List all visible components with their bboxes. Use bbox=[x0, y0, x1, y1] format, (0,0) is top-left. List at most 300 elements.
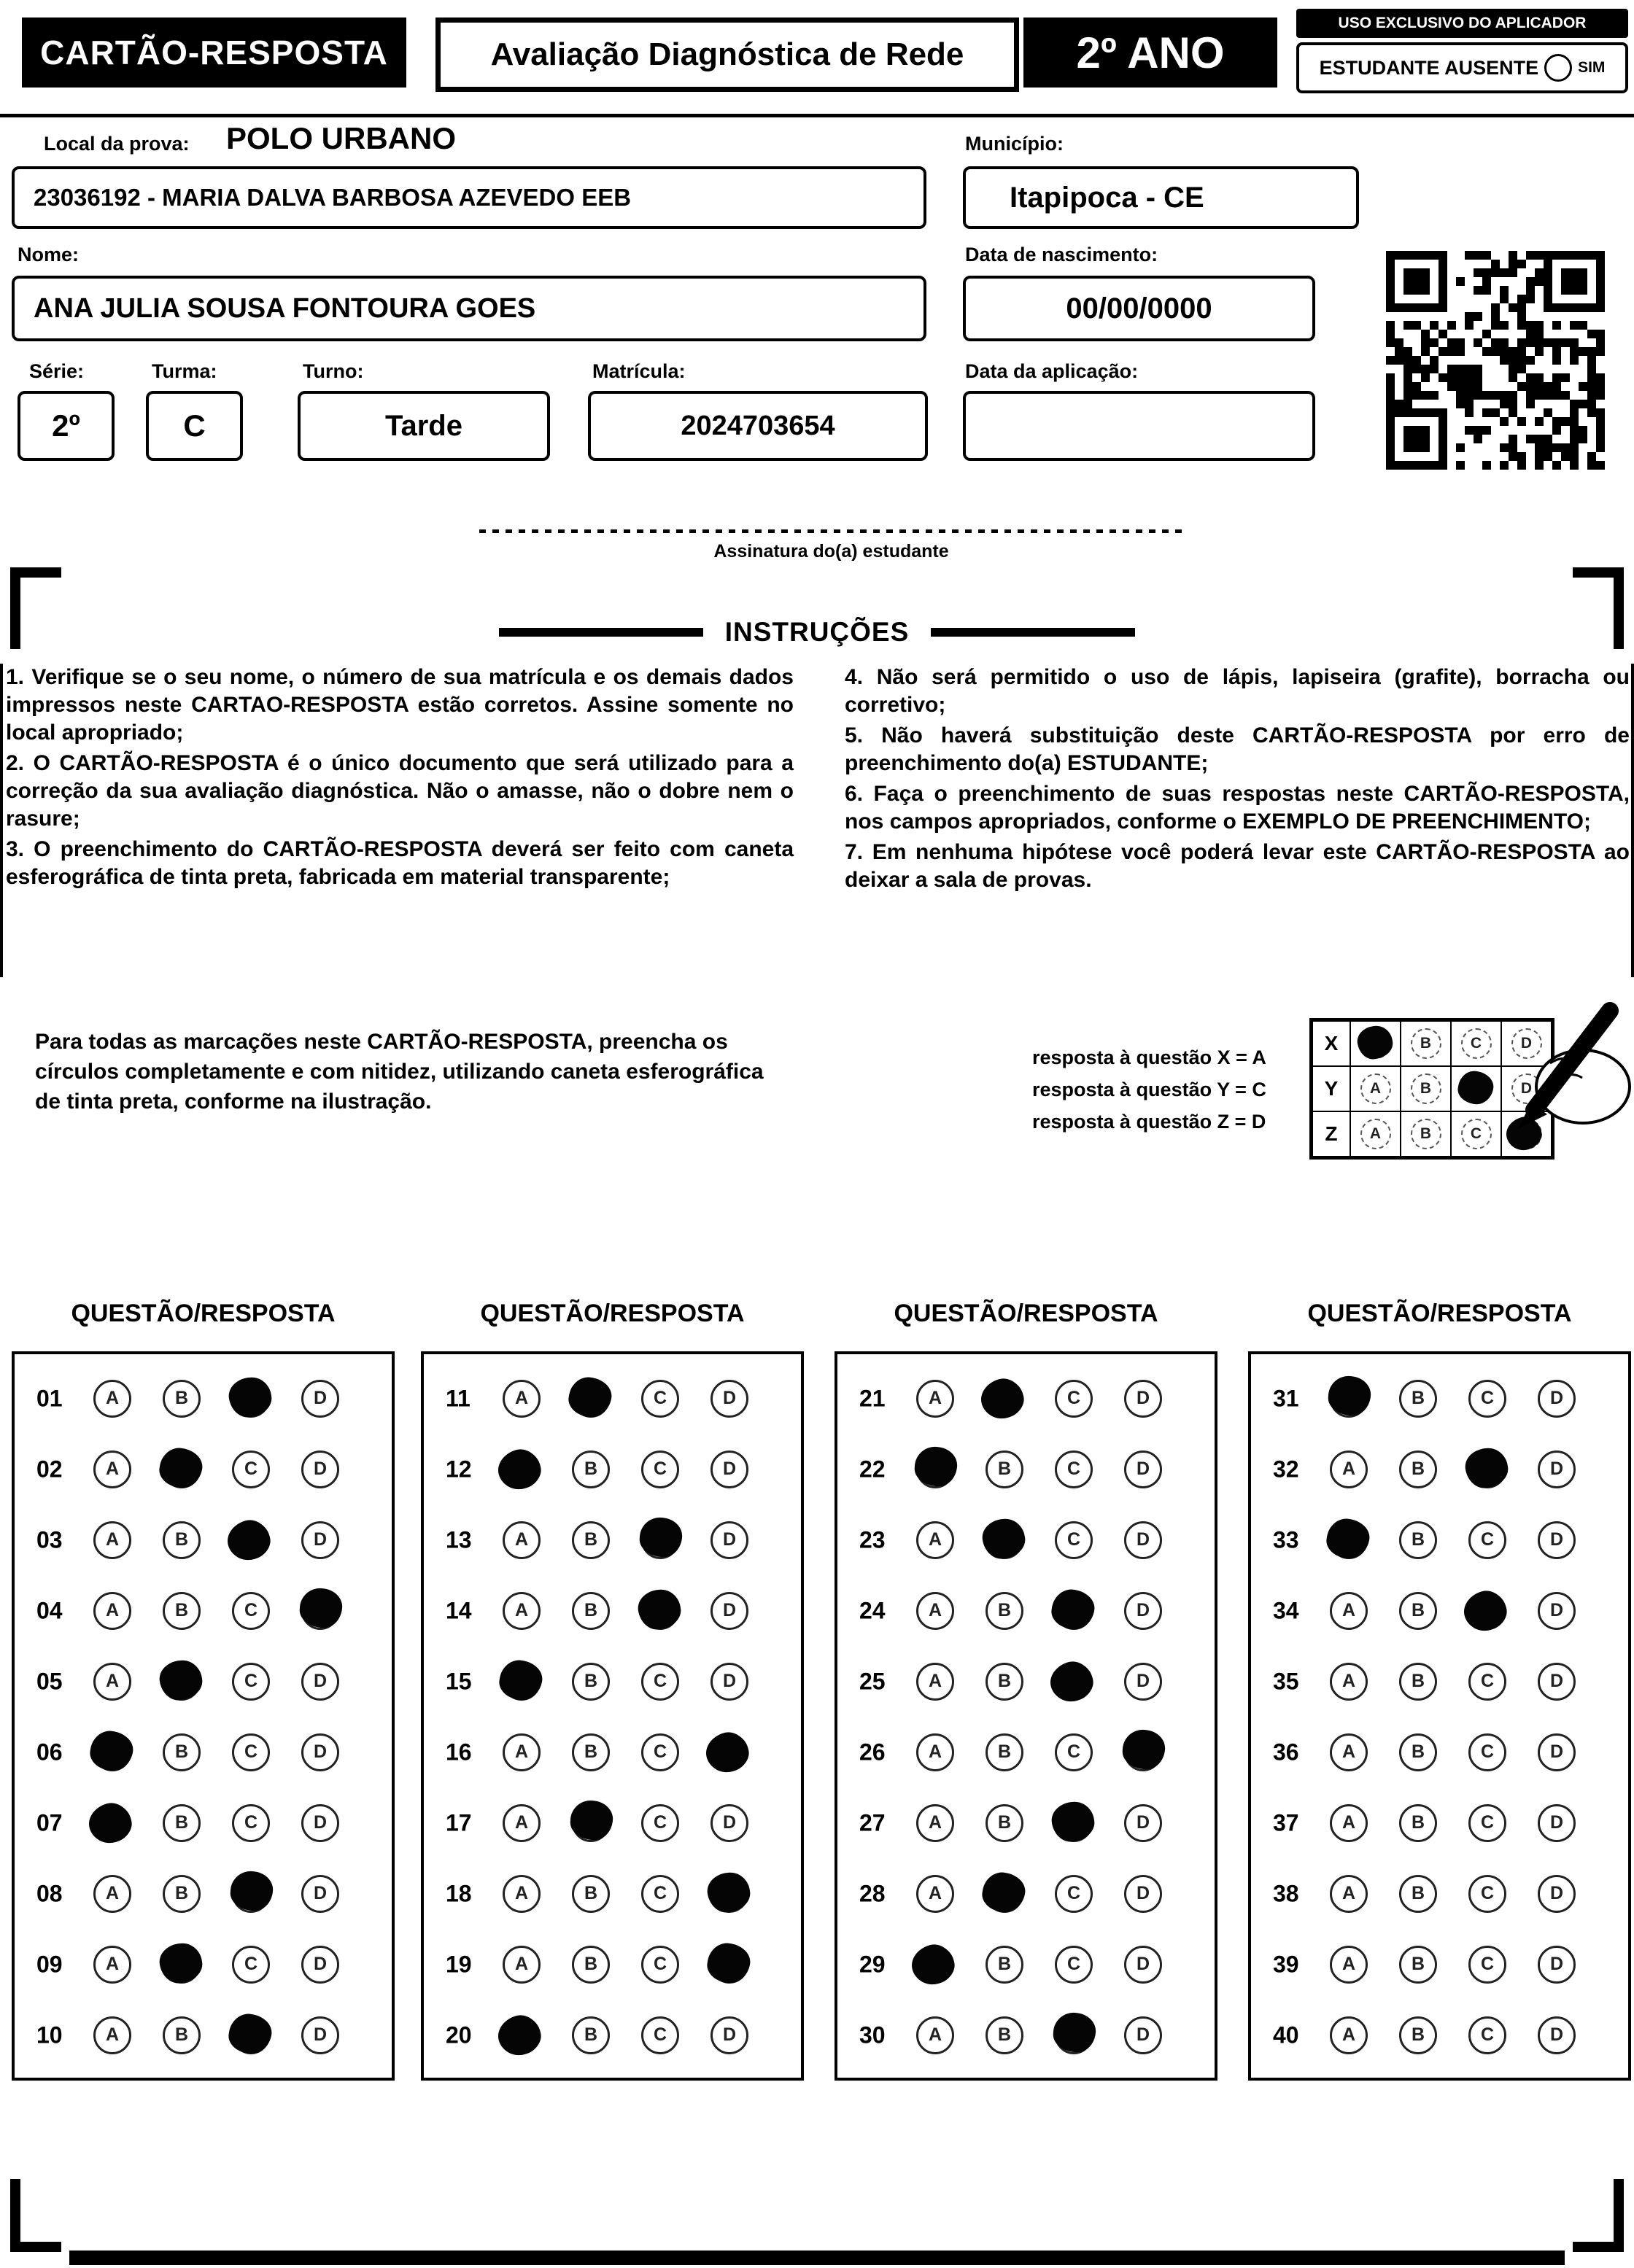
answer-bubble-18-A[interactable] bbox=[503, 1875, 541, 1913]
answer-bubble-13-D[interactable] bbox=[710, 1521, 748, 1559]
answer-bubble-31-D[interactable] bbox=[1538, 1380, 1576, 1418]
answer-bubble-32-A[interactable] bbox=[1330, 1450, 1368, 1488]
answer-bubble-08-D[interactable] bbox=[301, 1875, 339, 1913]
filled-mark bbox=[913, 1445, 959, 1488]
answer-bubble-05-B[interactable] bbox=[163, 1663, 201, 1701]
answer-bubble-24-C[interactable] bbox=[1055, 1592, 1093, 1630]
answer-bubble-13-B[interactable] bbox=[572, 1521, 610, 1559]
question-number: 35 bbox=[1273, 1668, 1299, 1694]
student-absent-box bbox=[1296, 42, 1628, 93]
local-label: Local da prova: bbox=[44, 133, 190, 155]
bubble-letter: D bbox=[1520, 1035, 1533, 1052]
bubble-letter: A bbox=[1341, 2024, 1356, 2045]
bubble-letter: D bbox=[1549, 1671, 1564, 1691]
bubble-letter: D bbox=[1136, 1883, 1150, 1903]
answer-bubble-23-C[interactable] bbox=[1055, 1521, 1093, 1559]
answer-bubble-08-C[interactable] bbox=[232, 1875, 270, 1913]
question-number: 14 bbox=[446, 1597, 472, 1623]
answer-bubble-37-A[interactable] bbox=[1330, 1804, 1368, 1842]
bubble-letter: D bbox=[313, 1671, 328, 1691]
answer-bubble-37-C[interactable] bbox=[1468, 1804, 1506, 1842]
bubble-letter: A bbox=[928, 1671, 942, 1691]
question-number: 36 bbox=[1273, 1739, 1299, 1765]
answer-bubble-17-B[interactable] bbox=[572, 1804, 610, 1842]
answer-bubble-11-A[interactable] bbox=[503, 1380, 541, 1418]
answer-bubble-01-A[interactable] bbox=[93, 1380, 131, 1418]
bubble-letter: B bbox=[584, 1600, 598, 1620]
answer-column-4 bbox=[1248, 1351, 1631, 2081]
qr-code bbox=[1386, 251, 1605, 470]
question-row-32 bbox=[1251, 1434, 1628, 1504]
question-row-27 bbox=[837, 1787, 1215, 1858]
filled-mark bbox=[1052, 2011, 1097, 2054]
filled-mark bbox=[1046, 1657, 1098, 1706]
bubble-letter: C bbox=[653, 1741, 667, 1762]
bubble-letter: A bbox=[514, 1883, 529, 1903]
bubble-letter: B bbox=[584, 1671, 598, 1691]
answer-bubble-18-B[interactable] bbox=[572, 1875, 610, 1913]
answer-bubble-29-D[interactable] bbox=[1124, 1946, 1162, 1984]
answer-bubble-30-B[interactable] bbox=[986, 2016, 1023, 2054]
answer-bubble-04-D[interactable] bbox=[301, 1592, 339, 1630]
signature-line[interactable] bbox=[479, 529, 1183, 533]
question-row-09 bbox=[15, 1929, 392, 2000]
bubble-letter: C bbox=[1066, 1954, 1081, 1974]
answer-bubble-11-B[interactable] bbox=[572, 1380, 610, 1418]
example-captions bbox=[1032, 1041, 1266, 1138]
bubble-group bbox=[503, 1450, 748, 1488]
answer-bubble-14-D[interactable] bbox=[710, 1592, 748, 1630]
filled-mark bbox=[980, 1516, 1028, 1561]
filled-mark bbox=[1121, 1728, 1166, 1771]
answer-bubble-34-A[interactable] bbox=[1330, 1592, 1368, 1630]
answer-bubble-09-D[interactable] bbox=[301, 1946, 339, 1984]
bubble-letter: A bbox=[1369, 1080, 1382, 1097]
filled-mark bbox=[705, 1940, 753, 1985]
bubble-group bbox=[1330, 1804, 1576, 1842]
answer-bubble-31-C[interactable] bbox=[1468, 1380, 1506, 1418]
answer-bubble-03-A[interactable] bbox=[93, 1521, 131, 1559]
answer-bubble-26-B[interactable] bbox=[986, 1733, 1023, 1771]
answer-bubble-35-B[interactable] bbox=[1399, 1663, 1437, 1701]
answer-bubble-21-C[interactable] bbox=[1055, 1380, 1093, 1418]
answer-bubble-30-A[interactable] bbox=[916, 2016, 954, 2054]
answer-bubble-40-D[interactable] bbox=[1538, 2016, 1576, 2054]
bubble-letter: A bbox=[514, 1812, 529, 1833]
filled-mark bbox=[298, 1587, 344, 1629]
aplicacao-box[interactable] bbox=[963, 391, 1315, 461]
answer-bubble-28-D[interactable] bbox=[1124, 1875, 1162, 1913]
bubble-letter: B bbox=[1411, 1671, 1425, 1691]
answer-bubble-17-C[interactable] bbox=[641, 1804, 679, 1842]
answer-bubble-24-D[interactable] bbox=[1124, 1592, 1162, 1630]
bubble-group bbox=[503, 1592, 748, 1630]
bubble-letter: D bbox=[722, 1459, 737, 1479]
answer-bubble-04-B[interactable] bbox=[163, 1592, 201, 1630]
example-bubble-Y-B bbox=[1411, 1073, 1441, 1104]
answer-bubble-33-B[interactable] bbox=[1399, 1521, 1437, 1559]
answer-bubble-12-D[interactable] bbox=[710, 1450, 748, 1488]
filled-mark bbox=[1460, 1586, 1511, 1636]
answer-bubble-38-D[interactable] bbox=[1538, 1875, 1576, 1913]
answer-bubble-04-A[interactable] bbox=[93, 1592, 131, 1630]
answer-bubble-21-D[interactable] bbox=[1124, 1380, 1162, 1418]
example-row-label: Z bbox=[1312, 1111, 1350, 1157]
answer-bubble-34-D[interactable] bbox=[1538, 1592, 1576, 1630]
bubble-group bbox=[503, 2016, 748, 2054]
absent-checkbox-circle[interactable] bbox=[1544, 54, 1572, 82]
answer-bubble-40-A[interactable] bbox=[1330, 2016, 1368, 2054]
question-row-24 bbox=[837, 1575, 1215, 1646]
answer-bubble-09-C[interactable] bbox=[232, 1946, 270, 1984]
answer-bubble-11-C[interactable] bbox=[641, 1380, 679, 1418]
answer-bubble-15-B[interactable] bbox=[572, 1663, 610, 1701]
filled-mark bbox=[85, 1798, 136, 1848]
answer-bubble-02-A[interactable] bbox=[93, 1450, 131, 1488]
example-caption-z: resposta à questão Z = D bbox=[1032, 1111, 1266, 1133]
bubble-letter: D bbox=[722, 1388, 737, 1408]
question-row-08 bbox=[15, 1858, 392, 1929]
municipio-label: Município: bbox=[965, 133, 1064, 155]
answer-bubble-10-C[interactable] bbox=[232, 2016, 270, 2054]
answer-bubble-01-B[interactable] bbox=[163, 1380, 201, 1418]
answer-bubble-07-D[interactable] bbox=[301, 1804, 339, 1842]
question-row-12 bbox=[424, 1434, 801, 1504]
bubble-letter: A bbox=[928, 1388, 942, 1408]
answer-bubble-22-D[interactable] bbox=[1124, 1450, 1162, 1488]
answer-bubble-02-D[interactable] bbox=[301, 1450, 339, 1488]
question-row-25 bbox=[837, 1646, 1215, 1717]
answer-bubble-28-C[interactable] bbox=[1055, 1875, 1093, 1913]
instruction-item: 6. Faça o preenchimento de suas respostas neste CARTÃO-RESPOSTA, nos campos apropriados, conforme o EXEMPLO DE PREENCHIMENTO; bbox=[845, 782, 1630, 834]
answer-bubble-07-C[interactable] bbox=[232, 1804, 270, 1842]
bubble-group bbox=[916, 2016, 1162, 2054]
answer-bubble-32-C[interactable] bbox=[1468, 1450, 1506, 1488]
filled-mark bbox=[977, 1374, 1029, 1424]
answer-bubble-35-D[interactable] bbox=[1538, 1663, 1576, 1701]
answer-bubble-20-D[interactable] bbox=[710, 2016, 748, 2054]
answer-bubble-19-C[interactable] bbox=[641, 1946, 679, 1984]
answer-bubble-23-D[interactable] bbox=[1124, 1521, 1162, 1559]
bubble-letter: D bbox=[313, 1812, 328, 1833]
answer-bubble-17-A[interactable] bbox=[503, 1804, 541, 1842]
bubble-letter: B bbox=[584, 1954, 598, 1974]
bubble-letter: A bbox=[928, 1741, 942, 1762]
answer-column-3 bbox=[835, 1351, 1217, 2081]
school-box: 23036192 - MARIA DALVA BARBOSA AZEVEDO EEB bbox=[12, 166, 926, 229]
matricula-label: Matrícula: bbox=[592, 360, 686, 382]
answer-bubble-28-B[interactable] bbox=[986, 1875, 1023, 1913]
filled-mark bbox=[566, 1374, 614, 1419]
answer-bubble-23-B[interactable] bbox=[986, 1521, 1023, 1559]
answer-bubble-14-A[interactable] bbox=[503, 1592, 541, 1630]
answer-bubble-39-A[interactable] bbox=[1330, 1946, 1368, 1984]
answer-bubble-29-A[interactable] bbox=[916, 1946, 954, 1984]
bubble-group bbox=[916, 1592, 1162, 1630]
answer-bubble-21-A[interactable] bbox=[916, 1380, 954, 1418]
answer-bubble-25-D[interactable] bbox=[1124, 1663, 1162, 1701]
answer-bubble-35-A[interactable] bbox=[1330, 1663, 1368, 1701]
answer-bubble-02-C[interactable] bbox=[232, 1450, 270, 1488]
answer-bubble-10-A[interactable] bbox=[93, 2016, 131, 2054]
answer-bubble-28-A[interactable] bbox=[916, 1875, 954, 1913]
filled-mark bbox=[229, 1870, 274, 1912]
pen-hand-illustration bbox=[1441, 977, 1634, 1160]
answer-bubble-17-D[interactable] bbox=[710, 1804, 748, 1842]
bubble-letter: B bbox=[174, 1741, 189, 1762]
answer-bubble-38-C[interactable] bbox=[1468, 1875, 1506, 1913]
bubble-letter: A bbox=[1341, 1954, 1356, 1974]
question-row-14 bbox=[424, 1575, 801, 1646]
answer-bubble-10-B[interactable] bbox=[163, 2016, 201, 2054]
bubble-letter: D bbox=[313, 2024, 328, 2045]
instruction-item: 1. Verifique se o seu nome, o número de sua matrícula e os demais dados impressos neste CARTAO-RESPOSTA estão corretos. Assine somente no local apropriado; bbox=[6, 665, 794, 745]
question-number: 32 bbox=[1273, 1456, 1299, 1482]
bubble-group bbox=[93, 1946, 339, 1984]
question-number: 20 bbox=[446, 2022, 472, 2048]
bubble-letter: A bbox=[105, 1954, 120, 1974]
bubble-letter: D bbox=[1136, 1600, 1150, 1620]
answer-bubble-16-C[interactable] bbox=[641, 1733, 679, 1771]
answer-bubble-21-B[interactable] bbox=[986, 1380, 1023, 1418]
answer-column-header-2: QUESTÃO/RESPOSTA bbox=[480, 1300, 745, 1327]
bubble-letter: A bbox=[105, 1600, 120, 1620]
answer-bubble-12-C[interactable] bbox=[641, 1450, 679, 1488]
answer-bubble-13-A[interactable] bbox=[503, 1521, 541, 1559]
answer-bubble-25-B[interactable] bbox=[986, 1663, 1023, 1701]
answer-bubble-30-D[interactable] bbox=[1124, 2016, 1162, 2054]
filled-mark bbox=[980, 1869, 1028, 1914]
answer-bubble-40-C[interactable] bbox=[1468, 2016, 1506, 2054]
bubble-letter: C bbox=[1066, 1741, 1081, 1762]
bottom-scan-bar bbox=[69, 2250, 1565, 2265]
filled-mark bbox=[1050, 1799, 1097, 1844]
answer-bubble-24-A[interactable] bbox=[916, 1592, 954, 1630]
bubble-group bbox=[503, 1946, 748, 1984]
answer-bubble-05-D[interactable] bbox=[301, 1663, 339, 1701]
answer-bubble-36-A[interactable] bbox=[1330, 1733, 1368, 1771]
answer-bubble-19-D[interactable] bbox=[710, 1946, 748, 1984]
bubble-group bbox=[93, 1450, 339, 1488]
bubble-letter: D bbox=[1136, 1812, 1150, 1833]
answer-bubble-39-C[interactable] bbox=[1468, 1946, 1506, 1984]
question-number: 24 bbox=[859, 1597, 886, 1623]
bubble-letter: B bbox=[997, 1812, 1012, 1833]
question-row-30 bbox=[837, 2000, 1215, 2070]
answer-bubble-05-C[interactable] bbox=[232, 1663, 270, 1701]
answer-bubble-25-C[interactable] bbox=[1055, 1663, 1093, 1701]
bubble-letter: D bbox=[313, 1883, 328, 1903]
answer-bubble-40-B[interactable] bbox=[1399, 2016, 1437, 2054]
answer-bubble-19-A[interactable] bbox=[503, 1946, 541, 1984]
answer-bubble-08-B[interactable] bbox=[163, 1875, 201, 1913]
question-number: 21 bbox=[859, 1385, 886, 1411]
answer-bubble-36-B[interactable] bbox=[1399, 1733, 1437, 1771]
answer-bubble-18-C[interactable] bbox=[641, 1875, 679, 1913]
answer-bubble-14-C[interactable] bbox=[641, 1592, 679, 1630]
answer-bubble-20-A[interactable] bbox=[503, 2016, 541, 2054]
question-number: 03 bbox=[36, 1526, 63, 1553]
question-row-17 bbox=[424, 1787, 801, 1858]
bubble-group bbox=[916, 1663, 1162, 1701]
example-bubble-Z-A bbox=[1360, 1119, 1391, 1149]
answer-bubble-39-B[interactable] bbox=[1399, 1946, 1437, 1984]
instructions-left-column bbox=[6, 664, 794, 894]
bubble-letter: C bbox=[653, 1883, 667, 1903]
answer-bubble-32-B[interactable] bbox=[1399, 1450, 1437, 1488]
answer-bubble-27-B[interactable] bbox=[986, 1804, 1023, 1842]
answer-bubble-15-C[interactable] bbox=[641, 1663, 679, 1701]
answer-bubble-12-A[interactable] bbox=[503, 1450, 541, 1488]
answer-bubble-11-D[interactable] bbox=[710, 1380, 748, 1418]
answer-bubble-23-A[interactable] bbox=[916, 1521, 954, 1559]
example-bubble-Y-A bbox=[1360, 1073, 1391, 1104]
answer-bubble-20-C[interactable] bbox=[641, 2016, 679, 2054]
nascimento-box: 00/00/0000 bbox=[963, 276, 1315, 341]
answer-bubble-06-A[interactable] bbox=[93, 1733, 131, 1771]
bubble-group bbox=[1330, 1592, 1576, 1630]
answer-bubble-26-C[interactable] bbox=[1055, 1733, 1093, 1771]
answer-bubble-18-D[interactable] bbox=[710, 1875, 748, 1913]
bubble-letter: C bbox=[1066, 1529, 1081, 1550]
answer-bubble-36-D[interactable] bbox=[1538, 1733, 1576, 1771]
answer-bubble-22-A[interactable] bbox=[916, 1450, 954, 1488]
answer-bubble-03-B[interactable] bbox=[163, 1521, 201, 1559]
answer-bubble-33-D[interactable] bbox=[1538, 1521, 1576, 1559]
bubble-group bbox=[1330, 2016, 1576, 2054]
answer-bubble-22-B[interactable] bbox=[986, 1450, 1023, 1488]
answer-bubble-31-B[interactable] bbox=[1399, 1380, 1437, 1418]
answer-bubble-27-D[interactable] bbox=[1124, 1804, 1162, 1842]
bubble-letter: D bbox=[1549, 1741, 1564, 1762]
example-caption-x: resposta à questão X = A bbox=[1032, 1046, 1266, 1068]
answer-bubble-19-B[interactable] bbox=[572, 1946, 610, 1984]
question-row-15 bbox=[424, 1646, 801, 1717]
answer-bubble-12-B[interactable] bbox=[572, 1450, 610, 1488]
bubble-group bbox=[503, 1804, 748, 1842]
answer-bubble-07-B[interactable] bbox=[163, 1804, 201, 1842]
filled-mark bbox=[88, 1728, 136, 1773]
filled-mark bbox=[636, 1587, 684, 1632]
answer-bubble-15-D[interactable] bbox=[710, 1663, 748, 1701]
answer-bubble-24-B[interactable] bbox=[986, 1592, 1023, 1630]
answer-bubble-31-A[interactable] bbox=[1330, 1380, 1368, 1418]
turma-box: C bbox=[146, 391, 243, 461]
filled-mark bbox=[497, 1657, 545, 1702]
answer-bubble-32-D[interactable] bbox=[1538, 1450, 1576, 1488]
answer-bubble-34-B[interactable] bbox=[1399, 1592, 1437, 1630]
question-row-07 bbox=[15, 1787, 392, 1858]
bubble-letter: D bbox=[1549, 1954, 1564, 1974]
bubble-letter: C bbox=[244, 1600, 258, 1620]
answer-bubble-15-A[interactable] bbox=[503, 1663, 541, 1701]
answer-bubble-09-B[interactable] bbox=[163, 1946, 201, 1984]
answer-bubble-27-A[interactable] bbox=[916, 1804, 954, 1842]
municipio-box: Itapipoca - CE bbox=[963, 166, 1359, 229]
bubble-letter: A bbox=[105, 1459, 120, 1479]
filled-mark bbox=[1049, 1586, 1097, 1631]
bubble-letter: A bbox=[514, 1529, 529, 1550]
answer-bubble-01-D[interactable] bbox=[301, 1380, 339, 1418]
answer-bubble-30-C[interactable] bbox=[1055, 2016, 1093, 2054]
answer-bubble-25-A[interactable] bbox=[916, 1663, 954, 1701]
question-row-37 bbox=[1251, 1787, 1628, 1858]
answer-bubble-20-B[interactable] bbox=[572, 2016, 610, 2054]
answer-bubble-01-C[interactable] bbox=[232, 1380, 270, 1418]
answer-bubble-37-B[interactable] bbox=[1399, 1804, 1437, 1842]
answer-bubble-13-C[interactable] bbox=[641, 1521, 679, 1559]
instructions-title: INSTRUÇÕES bbox=[724, 617, 910, 647]
question-row-19 bbox=[424, 1929, 801, 2000]
bubble-letter: A bbox=[1341, 1459, 1356, 1479]
bubble-group bbox=[503, 1380, 748, 1418]
answer-bubble-29-C[interactable] bbox=[1055, 1946, 1093, 1984]
question-number: 02 bbox=[36, 1456, 63, 1482]
bubble-group bbox=[93, 1380, 339, 1418]
bubble-letter: B bbox=[1411, 1812, 1425, 1833]
answer-bubble-26-A[interactable] bbox=[916, 1733, 954, 1771]
question-number: 06 bbox=[36, 1739, 63, 1765]
answer-bubble-37-D[interactable] bbox=[1538, 1804, 1576, 1842]
answer-bubble-33-C[interactable] bbox=[1468, 1521, 1506, 1559]
answer-bubble-06-B[interactable] bbox=[163, 1733, 201, 1771]
answer-bubble-10-D[interactable] bbox=[301, 2016, 339, 2054]
answer-bubble-05-A[interactable] bbox=[93, 1663, 131, 1701]
bubble-letter: C bbox=[653, 1812, 667, 1833]
answer-bubble-06-C[interactable] bbox=[232, 1733, 270, 1771]
answer-bubble-04-C[interactable] bbox=[232, 1592, 270, 1630]
answer-bubble-06-D[interactable] bbox=[301, 1733, 339, 1771]
bubble-letter: C bbox=[244, 1741, 258, 1762]
answer-bubble-35-C[interactable] bbox=[1468, 1663, 1506, 1701]
question-number: 25 bbox=[859, 1668, 886, 1694]
answer-bubble-02-B[interactable] bbox=[163, 1450, 201, 1488]
question-number: 16 bbox=[446, 1739, 472, 1765]
answer-bubble-16-A[interactable] bbox=[503, 1733, 541, 1771]
bubble-letter: D bbox=[1549, 1459, 1564, 1479]
answer-bubble-03-C[interactable] bbox=[232, 1521, 270, 1559]
answer-bubble-39-D[interactable] bbox=[1538, 1946, 1576, 1984]
bubble-letter: C bbox=[244, 1459, 258, 1479]
nascimento-label: Data de nascimento: bbox=[965, 244, 1158, 265]
answer-bubble-36-C[interactable] bbox=[1468, 1733, 1506, 1771]
answer-bubble-38-A[interactable] bbox=[1330, 1875, 1368, 1913]
bubble-letter: A bbox=[514, 1388, 529, 1408]
answer-bubble-14-B[interactable] bbox=[572, 1592, 610, 1630]
answer-bubble-34-C[interactable] bbox=[1468, 1592, 1506, 1630]
answer-bubble-38-B[interactable] bbox=[1399, 1875, 1437, 1913]
question-row-28 bbox=[837, 1858, 1215, 1929]
bubble-letter: B bbox=[1411, 1883, 1425, 1903]
bubble-group bbox=[1330, 1380, 1576, 1418]
answer-bubble-03-D[interactable] bbox=[301, 1521, 339, 1559]
answer-bubble-22-C[interactable] bbox=[1055, 1450, 1093, 1488]
example-row-label: Y bbox=[1312, 1066, 1350, 1111]
bubble-letter: B bbox=[584, 1529, 598, 1550]
answer-bubble-16-B[interactable] bbox=[572, 1733, 610, 1771]
answer-bubble-09-A[interactable] bbox=[93, 1946, 131, 1984]
question-row-39 bbox=[1251, 1929, 1628, 2000]
answer-bubble-27-C[interactable] bbox=[1055, 1804, 1093, 1842]
answer-bubble-08-A[interactable] bbox=[93, 1875, 131, 1913]
answer-bubble-16-D[interactable] bbox=[710, 1733, 748, 1771]
answer-bubble-33-A[interactable] bbox=[1330, 1521, 1368, 1559]
bubble-letter: D bbox=[722, 1600, 737, 1620]
answer-bubble-29-B[interactable] bbox=[986, 1946, 1023, 1984]
answer-bubble-07-A[interactable] bbox=[93, 1804, 131, 1842]
answer-bubble-26-D[interactable] bbox=[1124, 1733, 1162, 1771]
question-row-34 bbox=[1251, 1575, 1628, 1646]
